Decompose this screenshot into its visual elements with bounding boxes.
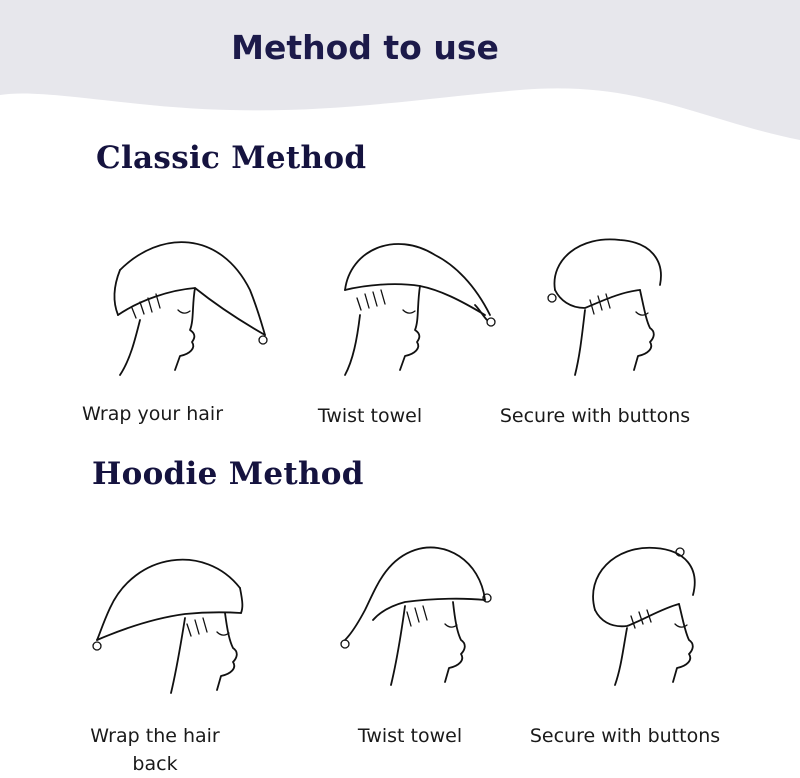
towel-secure-icon bbox=[575, 540, 735, 700]
hoodie-step-3-caption: Secure with buttons bbox=[529, 725, 721, 747]
classic-step-2-caption: Twist towel bbox=[317, 405, 423, 427]
towel-hood-wrap-icon bbox=[85, 548, 265, 708]
towel-secure-icon bbox=[540, 230, 700, 390]
towel-wrap-icon bbox=[100, 230, 280, 390]
hoodie-step-2-caption: Twist towel bbox=[357, 725, 463, 747]
hoodie-step-1-caption: Wrap the hair back bbox=[90, 725, 220, 775]
towel-twist-icon bbox=[335, 540, 515, 700]
classic-method-title: Classic Method bbox=[96, 140, 367, 176]
hoodie-method-title: Hoodie Method bbox=[92, 456, 364, 492]
header-wave-background bbox=[0, 0, 800, 150]
towel-twist-icon bbox=[325, 230, 505, 390]
page-title: Method to use bbox=[231, 28, 499, 67]
classic-step-3-caption: Secure with buttons bbox=[499, 405, 691, 427]
classic-step-1-caption: Wrap your hair bbox=[81, 403, 224, 425]
